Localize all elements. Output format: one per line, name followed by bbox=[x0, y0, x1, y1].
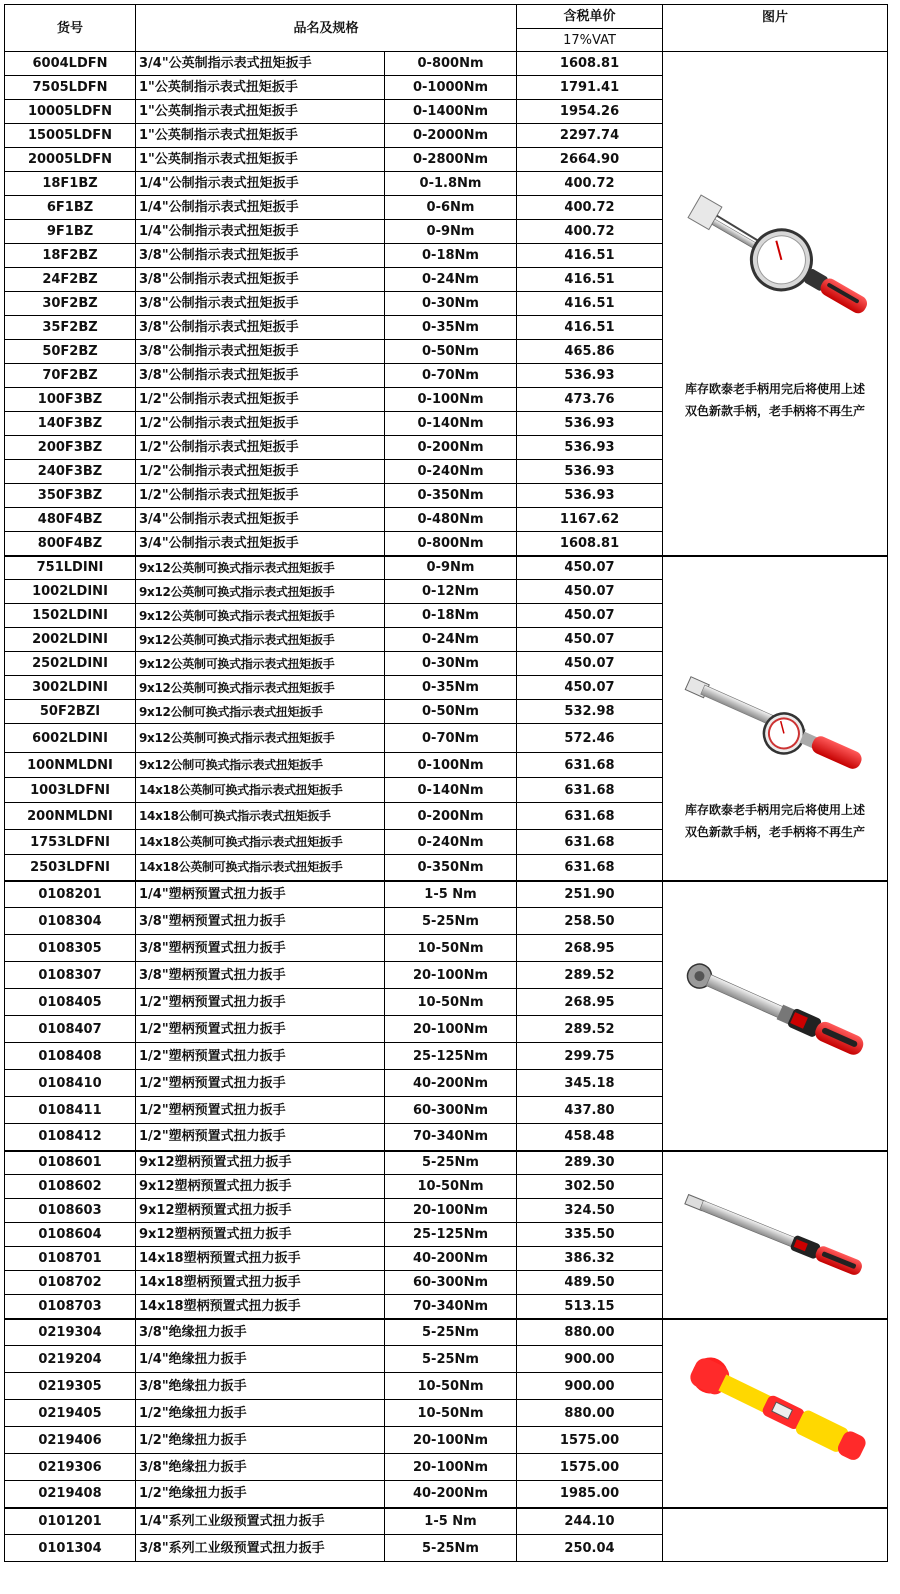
product-name: 1/4"塑柄预置式扭力扳手 bbox=[136, 881, 385, 908]
unit-price: 400.72 bbox=[517, 172, 663, 196]
product-code: 2502LDINI bbox=[5, 652, 136, 676]
product-code: 0108412 bbox=[5, 1124, 136, 1151]
product-name: 14x18塑柄预置式扭力扳手 bbox=[136, 1247, 385, 1271]
torque-range: 0-35Nm bbox=[385, 316, 517, 340]
product-name: 3/8"塑柄预置式扭力扳手 bbox=[136, 962, 385, 989]
torque-range: 0-70Nm bbox=[385, 724, 517, 753]
unit-price: 416.51 bbox=[517, 292, 663, 316]
product-code: 0108405 bbox=[5, 989, 136, 1016]
product-name: 9x12公制可换式指示表式扭矩扳手 bbox=[136, 700, 385, 724]
product-name: 3/4"公英制指示表式扭矩扳手 bbox=[136, 52, 385, 76]
product-name: 3/8"系列工业级预置式扭力扳手 bbox=[136, 1535, 385, 1562]
unit-price: 1575.00 bbox=[517, 1427, 663, 1454]
unit-price: 289.52 bbox=[517, 1016, 663, 1043]
product-code: 751LDINI bbox=[5, 556, 136, 580]
torque-range: 5-25Nm bbox=[385, 1151, 517, 1175]
product-code: 0108411 bbox=[5, 1097, 136, 1124]
torque-range: 70-340Nm bbox=[385, 1295, 517, 1319]
unit-price: 900.00 bbox=[517, 1373, 663, 1400]
unit-price: 465.86 bbox=[517, 340, 663, 364]
torque-range: 60-300Nm bbox=[385, 1271, 517, 1295]
unit-price: 1575.00 bbox=[517, 1454, 663, 1481]
product-name: 1/4"系列工业级预置式扭力扳手 bbox=[136, 1508, 385, 1535]
product-name: 1"公英制指示表式扭矩扳手 bbox=[136, 148, 385, 172]
product-name: 1"公英制指示表式扭矩扳手 bbox=[136, 124, 385, 148]
torque-range: 0-18Nm bbox=[385, 604, 517, 628]
torque-range: 0-2800Nm bbox=[385, 148, 517, 172]
product-code: 0108408 bbox=[5, 1043, 136, 1070]
unit-price: 880.00 bbox=[517, 1400, 663, 1427]
product-name: 9x12公英制可换式指示表式扭矩扳手 bbox=[136, 724, 385, 753]
unit-price: 450.07 bbox=[517, 604, 663, 628]
note-line: 库存欧泰老手柄用完后将使用上述 bbox=[685, 802, 866, 817]
unit-price: 631.68 bbox=[517, 753, 663, 778]
torque-range: 0-70Nm bbox=[385, 364, 517, 388]
torque-range: 20-100Nm bbox=[385, 962, 517, 989]
torque-range: 0-50Nm bbox=[385, 340, 517, 364]
product-name: 1/2"塑柄预置式扭力扳手 bbox=[136, 1124, 385, 1151]
product-code: 7505LDFN bbox=[5, 76, 136, 100]
unit-price: 1791.41 bbox=[517, 76, 663, 100]
product-code: 0219305 bbox=[5, 1373, 136, 1400]
product-code: 24F2BZ bbox=[5, 268, 136, 292]
product-name: 1/4"公制指示表式扭矩扳手 bbox=[136, 220, 385, 244]
product-code: 100F3BZ bbox=[5, 388, 136, 412]
product-name: 1/2"绝缘扭力扳手 bbox=[136, 1481, 385, 1508]
unit-price: 1985.00 bbox=[517, 1481, 663, 1508]
unit-price: 2297.74 bbox=[517, 124, 663, 148]
product-name: 1/2"塑柄预置式扭力扳手 bbox=[136, 989, 385, 1016]
product-name: 1/2"塑柄预置式扭力扳手 bbox=[136, 1097, 385, 1124]
unit-price: 536.93 bbox=[517, 460, 663, 484]
product-code: 30F2BZ bbox=[5, 292, 136, 316]
torque-range: 5-25Nm bbox=[385, 1535, 517, 1562]
product-code: 50F2BZ bbox=[5, 340, 136, 364]
unit-price: 1954.26 bbox=[517, 100, 663, 124]
unit-price: 473.76 bbox=[517, 388, 663, 412]
price-table bbox=[4, 4, 888, 1562]
product-name: 3/8"塑柄预置式扭力扳手 bbox=[136, 908, 385, 935]
unit-price: 532.98 bbox=[517, 700, 663, 724]
product-name: 3/8"公制指示表式扭矩扳手 bbox=[136, 244, 385, 268]
product-name: 3/8"公制指示表式扭矩扳手 bbox=[136, 364, 385, 388]
product-name: 1/2"公制指示表式扭矩扳手 bbox=[136, 412, 385, 436]
torque-range: 0-18Nm bbox=[385, 244, 517, 268]
product-code: 0101201 bbox=[5, 1508, 136, 1535]
torque-range: 40-200Nm bbox=[385, 1247, 517, 1271]
product-code: 0219408 bbox=[5, 1481, 136, 1508]
unit-price: 302.50 bbox=[517, 1175, 663, 1199]
unit-price: 450.07 bbox=[517, 628, 663, 652]
product-name: 3/8"公制指示表式扭矩扳手 bbox=[136, 268, 385, 292]
product-code: 2002LDINI bbox=[5, 628, 136, 652]
product-code: 100NMLDNI bbox=[5, 753, 136, 778]
header-price: 含税单价 bbox=[517, 5, 663, 29]
product-name: 14x18公英制可换式指示表式扭矩扳手 bbox=[136, 855, 385, 881]
torque-range: 25-125Nm bbox=[385, 1043, 517, 1070]
product-code: 35F2BZ bbox=[5, 316, 136, 340]
torque-range: 1-5 Nm bbox=[385, 881, 517, 908]
unit-price: 458.48 bbox=[517, 1124, 663, 1151]
unit-price: 251.90 bbox=[517, 881, 663, 908]
product-name: 1/4"公制指示表式扭矩扳手 bbox=[136, 196, 385, 220]
product-code: 0108602 bbox=[5, 1175, 136, 1199]
product-code: 0108601 bbox=[5, 1151, 136, 1175]
price-list bbox=[4, 4, 888, 1562]
torque-range: 10-50Nm bbox=[385, 935, 517, 962]
product-code: 18F2BZ bbox=[5, 244, 136, 268]
header-row bbox=[5, 5, 888, 29]
product-name: 1/2"塑柄预置式扭力扳手 bbox=[136, 1043, 385, 1070]
unit-price: 386.32 bbox=[517, 1247, 663, 1271]
product-name: 9x12公英制可换式指示表式扭矩扳手 bbox=[136, 604, 385, 628]
torque-range: 0-100Nm bbox=[385, 388, 517, 412]
table-row bbox=[5, 881, 888, 908]
insulated-torque-wrench-icon bbox=[675, 1328, 875, 1503]
product-name: 3/4"公制指示表式扭矩扳手 bbox=[136, 532, 385, 556]
product-name: 1/4"绝缘扭力扳手 bbox=[136, 1346, 385, 1373]
product-code: 1502LDINI bbox=[5, 604, 136, 628]
product-code: 6004LDFN bbox=[5, 52, 136, 76]
product-code: 0108410 bbox=[5, 1070, 136, 1097]
unit-price: 489.50 bbox=[517, 1271, 663, 1295]
product-code: 200NMLDNI bbox=[5, 803, 136, 830]
dial-torque-wrench-icon bbox=[675, 170, 875, 340]
product-name: 3/8"绝缘扭力扳手 bbox=[136, 1454, 385, 1481]
product-code: 0108604 bbox=[5, 1223, 136, 1247]
unit-price: 345.18 bbox=[517, 1070, 663, 1097]
interchangeable-click-wrench-icon bbox=[675, 1172, 875, 1302]
torque-range: 5-25Nm bbox=[385, 908, 517, 935]
unit-price: 1608.81 bbox=[517, 52, 663, 76]
product-code: 18F1BZ bbox=[5, 172, 136, 196]
product-name: 9x12塑柄预置式扭力扳手 bbox=[136, 1223, 385, 1247]
product-code: 3002LDINI bbox=[5, 676, 136, 700]
product-code: 9F1BZ bbox=[5, 220, 136, 244]
product-name: 3/8"绝缘扭力扳手 bbox=[136, 1319, 385, 1346]
torque-range: 0-480Nm bbox=[385, 508, 517, 532]
table-row bbox=[5, 1319, 888, 1346]
unit-price: 900.00 bbox=[517, 1346, 663, 1373]
torque-range: 0-9Nm bbox=[385, 556, 517, 580]
unit-price: 299.75 bbox=[517, 1043, 663, 1070]
torque-range: 0-350Nm bbox=[385, 484, 517, 508]
torque-range: 0-1.8Nm bbox=[385, 172, 517, 196]
product-code: 0219306 bbox=[5, 1454, 136, 1481]
product-code: 0108603 bbox=[5, 1199, 136, 1223]
unit-price: 450.07 bbox=[517, 556, 663, 580]
product-code: 240F3BZ bbox=[5, 460, 136, 484]
product-name: 1/2"塑柄预置式扭力扳手 bbox=[136, 1016, 385, 1043]
unit-price: 450.07 bbox=[517, 580, 663, 604]
torque-range: 0-50Nm bbox=[385, 700, 517, 724]
product-code: 70F2BZ bbox=[5, 364, 136, 388]
product-name: 1/2"公制指示表式扭矩扳手 bbox=[136, 460, 385, 484]
torque-range: 20-100Nm bbox=[385, 1427, 517, 1454]
table-row bbox=[5, 52, 888, 76]
unit-price: 450.07 bbox=[517, 676, 663, 700]
product-code: 10005LDFN bbox=[5, 100, 136, 124]
torque-range: 1-5 Nm bbox=[385, 1508, 517, 1535]
product-name: 9x12塑柄预置式扭力扳手 bbox=[136, 1199, 385, 1223]
note-line: 双色新款手柄，老手柄将不再生产 bbox=[685, 824, 866, 839]
header-picture: 图片 bbox=[663, 5, 888, 52]
product-name: 3/8"公制指示表式扭矩扳手 bbox=[136, 292, 385, 316]
unit-price: 513.15 bbox=[517, 1295, 663, 1319]
unit-price: 536.93 bbox=[517, 412, 663, 436]
unit-price: 289.30 bbox=[517, 1151, 663, 1175]
unit-price: 1608.81 bbox=[517, 532, 663, 556]
product-name: 14x18塑柄预置式扭力扳手 bbox=[136, 1271, 385, 1295]
torque-range: 0-800Nm bbox=[385, 52, 517, 76]
header-code: 货号 bbox=[5, 5, 136, 52]
product-name: 9x12公英制可换式指示表式扭矩扳手 bbox=[136, 556, 385, 580]
unit-price: 536.93 bbox=[517, 364, 663, 388]
product-code: 1753LDFNI bbox=[5, 830, 136, 855]
torque-range: 5-25Nm bbox=[385, 1346, 517, 1373]
product-name: 1/2"公制指示表式扭矩扳手 bbox=[136, 388, 385, 412]
header-vat: 17%VAT bbox=[517, 29, 663, 52]
unit-price: 416.51 bbox=[517, 268, 663, 292]
product-name: 9x12公英制可换式指示表式扭矩扳手 bbox=[136, 652, 385, 676]
torque-range: 0-6Nm bbox=[385, 196, 517, 220]
product-code: 6002LDINI bbox=[5, 724, 136, 753]
torque-range: 0-24Nm bbox=[385, 268, 517, 292]
product-name: 1"公英制指示表式扭矩扳手 bbox=[136, 100, 385, 124]
product-note bbox=[663, 799, 887, 843]
product-name: 3/8"公制指示表式扭矩扳手 bbox=[136, 340, 385, 364]
torque-range: 70-340Nm bbox=[385, 1124, 517, 1151]
product-picture-cell bbox=[663, 1508, 888, 1562]
torque-range: 10-50Nm bbox=[385, 1175, 517, 1199]
product-picture-cell bbox=[663, 1151, 888, 1319]
product-code: 350F3BZ bbox=[5, 484, 136, 508]
product-code: 1002LDINI bbox=[5, 580, 136, 604]
product-name: 14x18公英制可换式指示表式扭矩扳手 bbox=[136, 830, 385, 855]
product-name: 14x18公制可换式指示表式扭矩扳手 bbox=[136, 803, 385, 830]
torque-range: 0-240Nm bbox=[385, 830, 517, 855]
header-name-spec: 品名及规格 bbox=[136, 5, 517, 52]
product-name: 9x12公制可换式指示表式扭矩扳手 bbox=[136, 753, 385, 778]
torque-range: 20-100Nm bbox=[385, 1454, 517, 1481]
product-code: 15005LDFN bbox=[5, 124, 136, 148]
product-code: 0108307 bbox=[5, 962, 136, 989]
product-name: 14x18塑柄预置式扭力扳手 bbox=[136, 1295, 385, 1319]
product-code: 0108702 bbox=[5, 1271, 136, 1295]
torque-range: 0-140Nm bbox=[385, 778, 517, 803]
torque-range: 0-35Nm bbox=[385, 676, 517, 700]
torque-range: 10-50Nm bbox=[385, 989, 517, 1016]
torque-range: 0-350Nm bbox=[385, 855, 517, 881]
product-code: 1003LDFNI bbox=[5, 778, 136, 803]
product-name: 9x12塑柄预置式扭力扳手 bbox=[136, 1175, 385, 1199]
unit-price: 416.51 bbox=[517, 244, 663, 268]
torque-range: 40-200Nm bbox=[385, 1070, 517, 1097]
torque-range: 0-2000Nm bbox=[385, 124, 517, 148]
unit-price: 2664.90 bbox=[517, 148, 663, 172]
torque-range: 5-25Nm bbox=[385, 1319, 517, 1346]
torque-range: 0-24Nm bbox=[385, 628, 517, 652]
unit-price: 631.68 bbox=[517, 855, 663, 881]
note-line: 双色新款手柄，老手柄将不再生产 bbox=[685, 404, 866, 418]
unit-price: 258.50 bbox=[517, 908, 663, 935]
product-name: 9x12公英制可换式指示表式扭矩扳手 bbox=[136, 676, 385, 700]
torque-range: 10-50Nm bbox=[385, 1373, 517, 1400]
unit-price: 400.72 bbox=[517, 196, 663, 220]
torque-range: 0-12Nm bbox=[385, 580, 517, 604]
product-name: 1/2"绝缘扭力扳手 bbox=[136, 1427, 385, 1454]
product-name: 9x12塑柄预置式扭力扳手 bbox=[136, 1151, 385, 1175]
product-code: 0219406 bbox=[5, 1427, 136, 1454]
product-name: 1/2"公制指示表式扭矩扳手 bbox=[136, 436, 385, 460]
torque-range: 0-200Nm bbox=[385, 803, 517, 830]
unit-price: 631.68 bbox=[517, 803, 663, 830]
torque-range: 20-100Nm bbox=[385, 1016, 517, 1043]
torque-range: 0-1000Nm bbox=[385, 76, 517, 100]
product-name: 3/8"公制指示表式扭矩扳手 bbox=[136, 316, 385, 340]
product-name: 3/8"塑柄预置式扭力扳手 bbox=[136, 935, 385, 962]
torque-range: 0-30Nm bbox=[385, 292, 517, 316]
product-code: 6F1BZ bbox=[5, 196, 136, 220]
product-code: 50F2BZI bbox=[5, 700, 136, 724]
product-code: 0219304 bbox=[5, 1319, 136, 1346]
unit-price: 416.51 bbox=[517, 316, 663, 340]
torque-range: 0-100Nm bbox=[385, 753, 517, 778]
torque-range: 40-200Nm bbox=[385, 1481, 517, 1508]
unit-price: 880.00 bbox=[517, 1319, 663, 1346]
unit-price: 289.52 bbox=[517, 962, 663, 989]
unit-price: 1167.62 bbox=[517, 508, 663, 532]
note-line: 库存欧泰老手柄用完后将使用上述 bbox=[685, 382, 866, 396]
product-name: 1/2"绝缘扭力扳手 bbox=[136, 1400, 385, 1427]
torque-range: 0-9Nm bbox=[385, 220, 517, 244]
product-name: 1"公英制指示表式扭矩扳手 bbox=[136, 76, 385, 100]
torque-range: 20-100Nm bbox=[385, 1199, 517, 1223]
torque-range: 60-300Nm bbox=[385, 1097, 517, 1124]
product-code: 0108201 bbox=[5, 881, 136, 908]
product-name: 3/4"公制指示表式扭矩扳手 bbox=[136, 508, 385, 532]
interchangeable-dial-wrench-icon bbox=[675, 649, 875, 799]
product-code: 2503LDFNI bbox=[5, 855, 136, 881]
product-code: 0108701 bbox=[5, 1247, 136, 1271]
unit-price: 244.10 bbox=[517, 1508, 663, 1535]
product-code: 0219405 bbox=[5, 1400, 136, 1427]
torque-range: 0-800Nm bbox=[385, 532, 517, 556]
product-picture-cell bbox=[663, 1319, 888, 1508]
table-row bbox=[5, 556, 888, 580]
product-code: 480F4BZ bbox=[5, 508, 136, 532]
product-code: 800F4BZ bbox=[5, 532, 136, 556]
product-name: 1/4"公制指示表式扭矩扳手 bbox=[136, 172, 385, 196]
product-picture-cell bbox=[663, 881, 888, 1151]
unit-price: 335.50 bbox=[517, 1223, 663, 1247]
torque-range: 0-1400Nm bbox=[385, 100, 517, 124]
product-note bbox=[663, 378, 887, 422]
unit-price: 268.95 bbox=[517, 935, 663, 962]
unit-price: 536.93 bbox=[517, 436, 663, 460]
torque-range: 25-125Nm bbox=[385, 1223, 517, 1247]
product-name: 9x12公英制可换式指示表式扭矩扳手 bbox=[136, 580, 385, 604]
product-name: 1/2"塑柄预置式扭力扳手 bbox=[136, 1070, 385, 1097]
product-code: 0108703 bbox=[5, 1295, 136, 1319]
torque-range: 0-30Nm bbox=[385, 652, 517, 676]
unit-price: 631.68 bbox=[517, 778, 663, 803]
product-code: 0101304 bbox=[5, 1535, 136, 1562]
torque-range: 0-200Nm bbox=[385, 436, 517, 460]
product-code: 140F3BZ bbox=[5, 412, 136, 436]
product-code: 0108305 bbox=[5, 935, 136, 962]
unit-price: 572.46 bbox=[517, 724, 663, 753]
torque-range: 0-140Nm bbox=[385, 412, 517, 436]
product-code: 0108407 bbox=[5, 1016, 136, 1043]
product-code: 200F3BZ bbox=[5, 436, 136, 460]
product-name: 9x12公英制可换式指示表式扭矩扳手 bbox=[136, 628, 385, 652]
product-picture-cell bbox=[663, 52, 888, 556]
ratchet-click-torque-wrench-icon bbox=[675, 938, 875, 1088]
product-code: 0108304 bbox=[5, 908, 136, 935]
unit-price: 400.72 bbox=[517, 220, 663, 244]
unit-price: 536.93 bbox=[517, 484, 663, 508]
product-name: 3/8"绝缘扭力扳手 bbox=[136, 1373, 385, 1400]
table-row bbox=[5, 1151, 888, 1175]
product-code: 20005LDFN bbox=[5, 148, 136, 172]
product-name: 14x18公英制可换式指示表式扭矩扳手 bbox=[136, 778, 385, 803]
unit-price: 631.68 bbox=[517, 830, 663, 855]
table-row bbox=[5, 1508, 888, 1535]
product-code: 0219204 bbox=[5, 1346, 136, 1373]
unit-price: 437.80 bbox=[517, 1097, 663, 1124]
unit-price: 450.07 bbox=[517, 652, 663, 676]
product-name: 1/2"公制指示表式扭矩扳手 bbox=[136, 484, 385, 508]
product-picture-cell bbox=[663, 556, 888, 881]
unit-price: 250.04 bbox=[517, 1535, 663, 1562]
torque-range: 10-50Nm bbox=[385, 1400, 517, 1427]
torque-range: 0-240Nm bbox=[385, 460, 517, 484]
unit-price: 268.95 bbox=[517, 989, 663, 1016]
unit-price: 324.50 bbox=[517, 1199, 663, 1223]
